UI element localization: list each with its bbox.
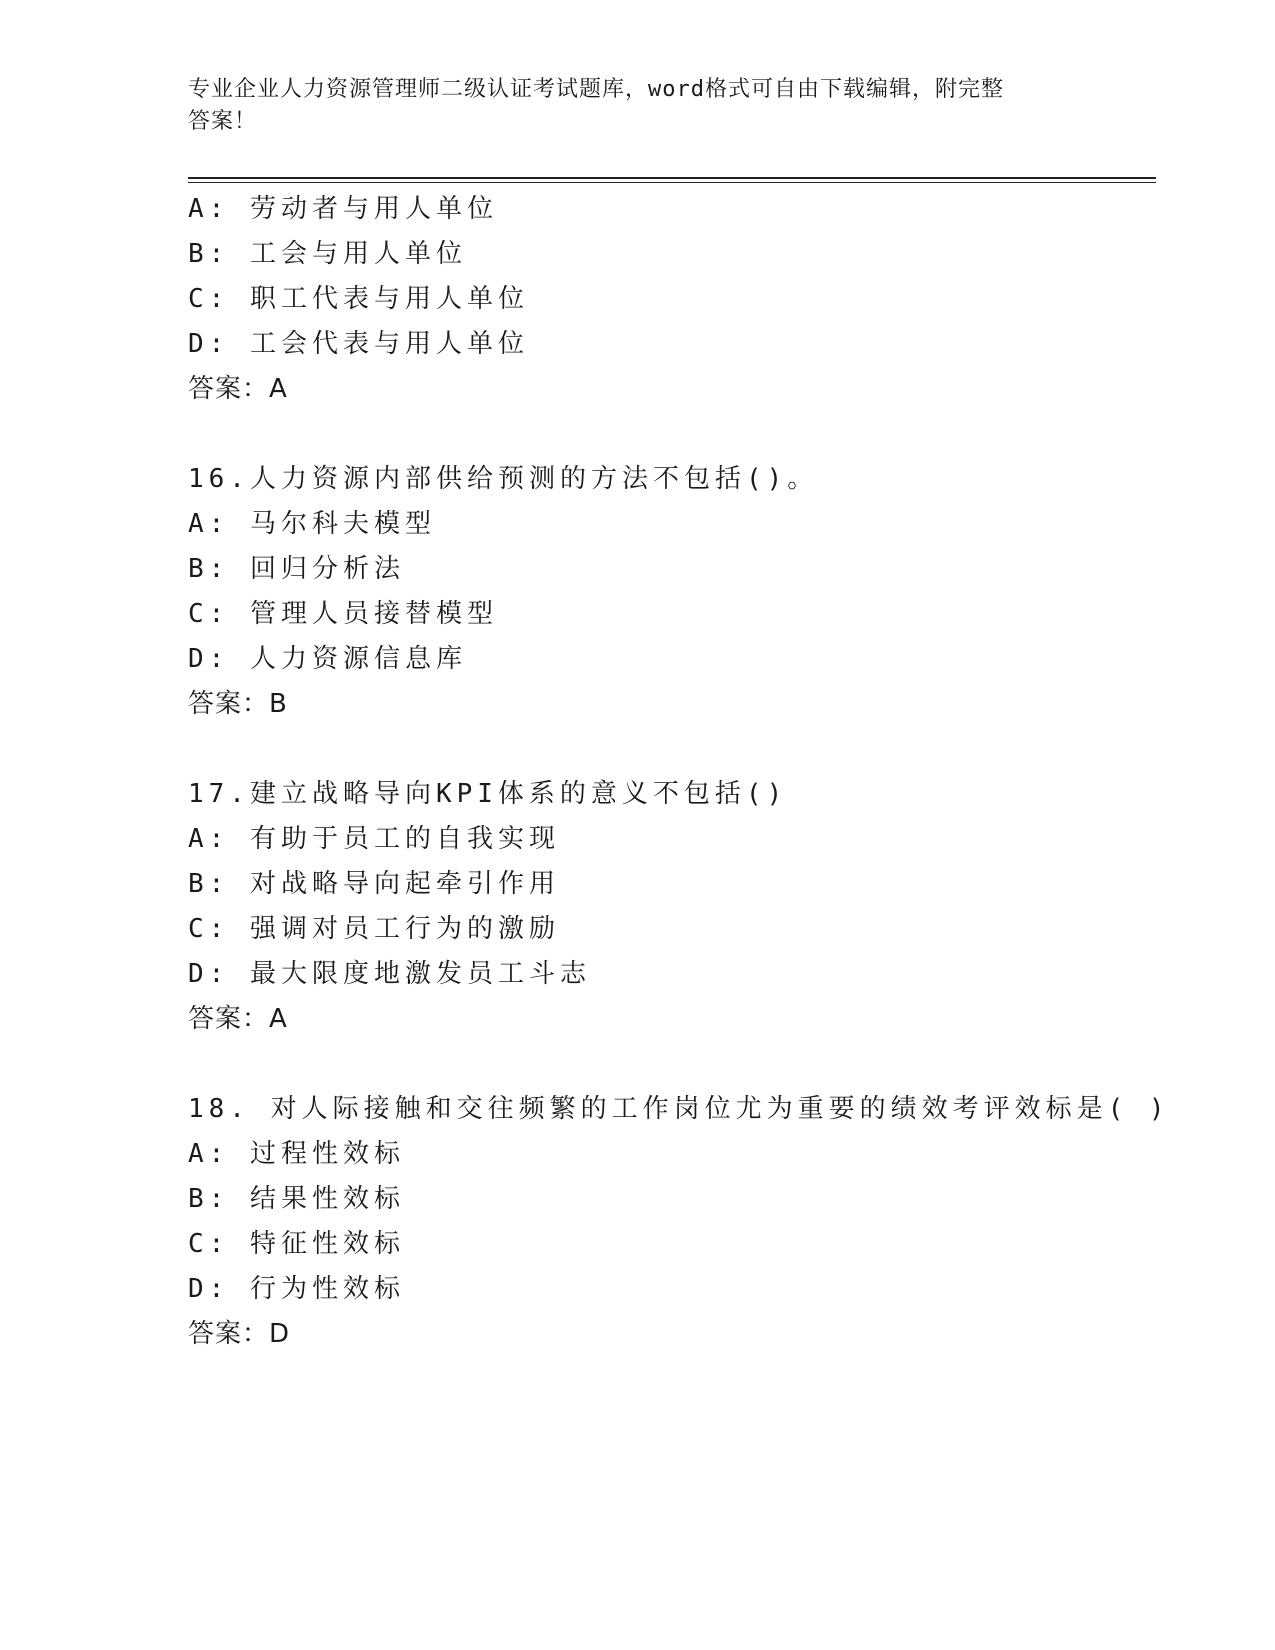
q18-option-c: C: 特征性效标 [188,1229,405,1259]
q18-option-d: D: 行为性效标 [188,1274,405,1304]
q17-option-d: D: 最大限度地激发员工斗志 [188,959,591,989]
q15-option-a: A: 劳动者与用人单位 [188,194,498,224]
header-line-2: 答案！ [188,109,258,134]
q16-answer: 答案：B [188,689,288,719]
q16-option-c: C: 管理人员接替模型 [188,599,498,629]
header-divider-thin [188,182,1156,183]
header-line-1: 专业企业人力资源管理师二级认证考试题库，word格式可自由下载编辑，附完整 [188,77,1004,102]
q15-answer: 答案：A [188,374,288,404]
q15-option-c: C: 职工代表与用人单位 [188,284,529,314]
q16-stem: 16.人力资源内部供给预测的方法不包括()。 [188,464,819,494]
q17-option-a: A: 有助于员工的自我实现 [188,824,560,854]
q16-option-a: A: 马尔科夫模型 [188,509,436,539]
q17-stem: 17.建立战略导向KPI体系的意义不包括() [188,779,788,809]
q18-option-a: A: 过程性效标 [188,1139,405,1169]
q15-option-b: B: 工会与用人单位 [188,239,467,269]
q18-option-b: B: 结果性效标 [188,1184,405,1214]
q15-option-d: D: 工会代表与用人单位 [188,329,529,359]
q17-option-c: C: 强调对员工行为的激励 [188,914,560,944]
q17-option-b: B: 对战略导向起牵引作用 [188,869,560,899]
header-divider-thick [188,177,1156,179]
q17-answer: 答案：A [188,1004,288,1034]
q18-stem: 18. 对人际接触和交往频繁的工作岗位尤为重要的绩效考评效标是( ) [188,1094,1170,1124]
q16-option-d: D: 人力资源信息库 [188,644,467,674]
q18-answer: 答案：D [188,1319,291,1349]
document-header [188,74,1088,138]
q16-option-b: B: 回归分析法 [188,554,405,584]
